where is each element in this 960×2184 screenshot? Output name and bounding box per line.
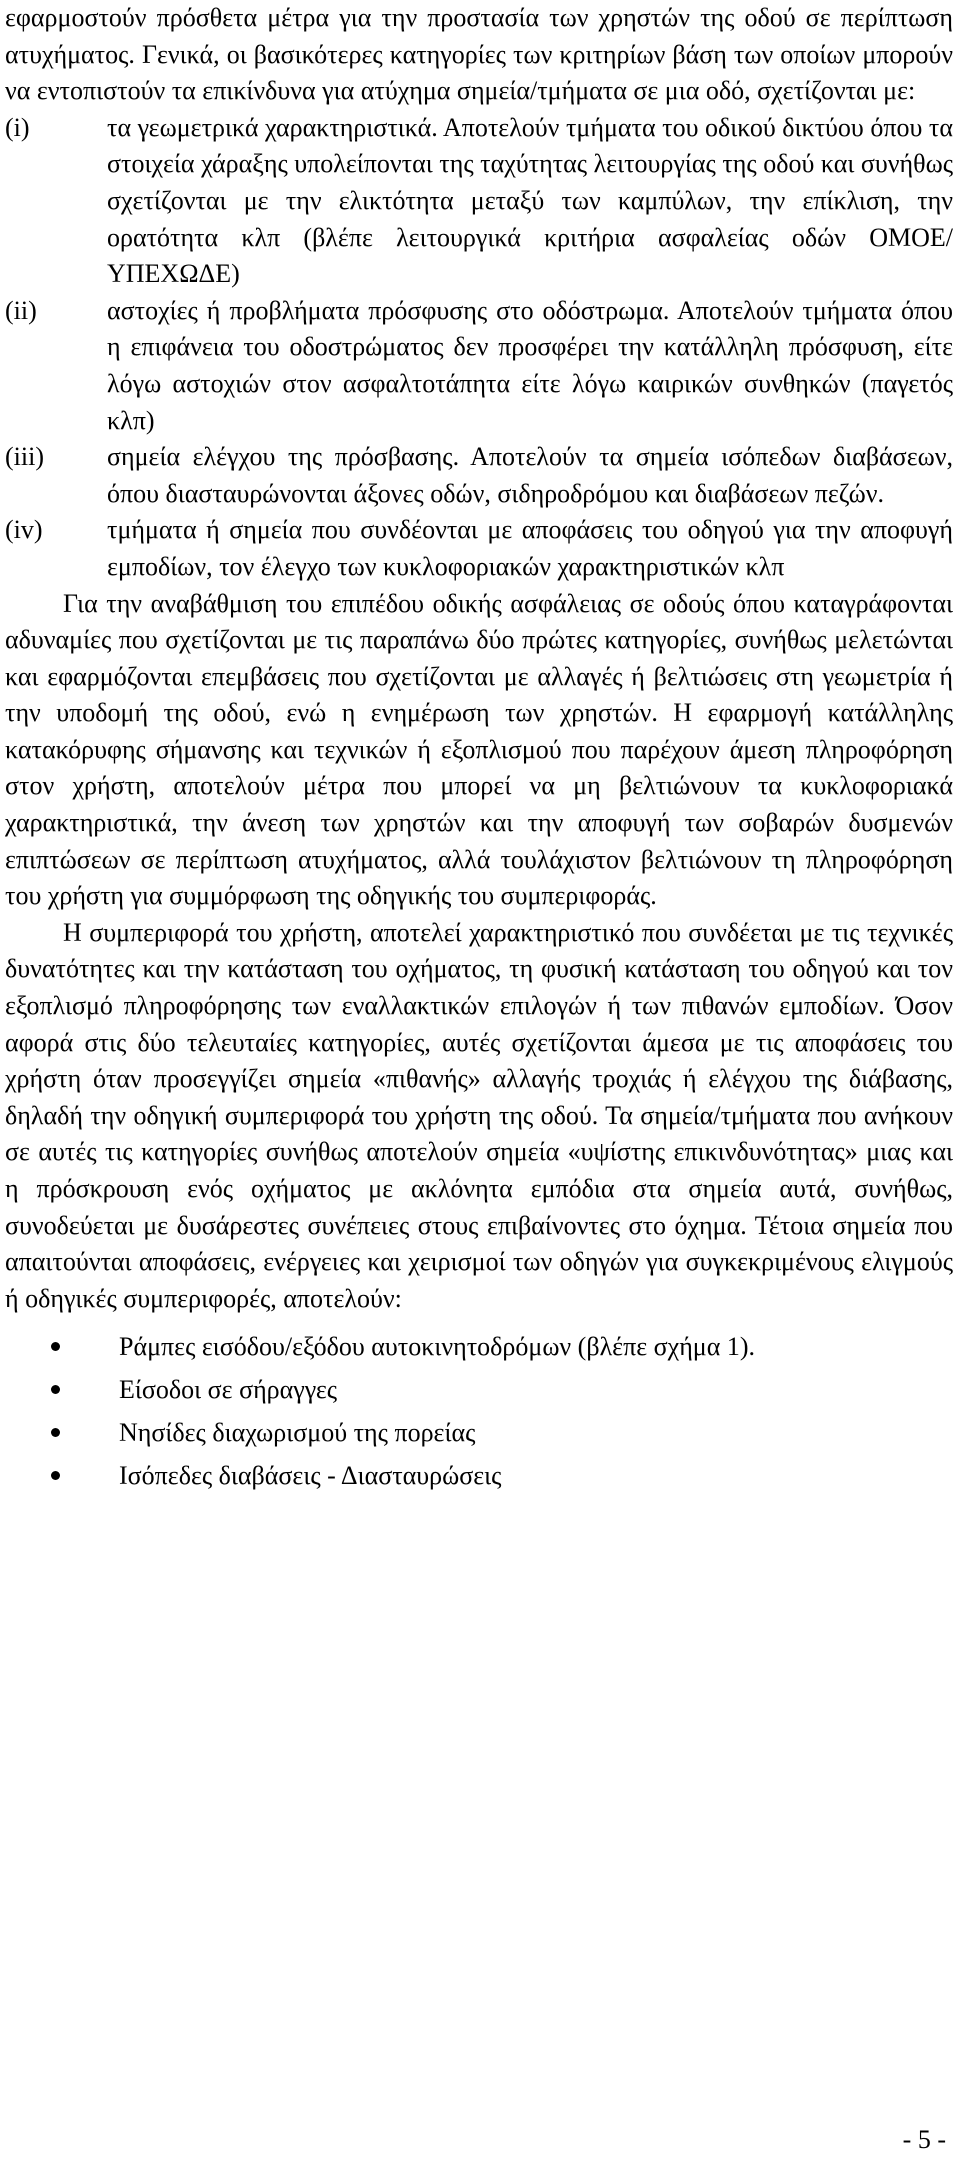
criteria-text: τμήματα ή σημεία που συνδέονται με αποφάσεις του οδηγού για την αποφυγή εμποδίων, τον έλεγχο των κυκλοφοριακών χαρακτηριστικών κλπ (107, 515, 953, 581)
criteria-number: (iii) (5, 442, 44, 472)
body-paragraph-1: Για την αναβάθμιση του επιπέδου οδικής ασφάλειας σε οδούς όπου καταγράφονται αδυναμίες που σχετίζονται με τις παραπάνω δύο πρώτες κατηγορίες, συνήθως μελετώνται και εφαρμόζονται επεμβάσεις που σχετίζονται με αλλαγές ή βελτιώσεις στη γεωμετρία ή την υποδομή της οδού, ενώ η ενημέρωση των χρηστών. Η εφαρμογή κατάλληλης κατακόρυφης σήμανσης και τεχνικών ή εξοπλισμού που παρέχουν άμεση πληροφόρηση στον χρήστη, αποτελούν μέτρα που μπορεί να μη βελτιώνουν τα κυκλοφοριακά χαρακτηριστικά, την άνεση των χρηστών και την αποφυγή των σοβαρών δυσμενών επιπτώσεων σε περίπτωση ατυχήματος, αλλά τουλάχιστον βελτιώνουν τη πληροφόρηση του χρήστη για συμμόρφωση της οδηγικής του συμπεριφοράς. (5, 588, 953, 911)
bullet-text: Ισόπεδες διαβάσεις - Διασταυρώσεις (119, 1461, 502, 1491)
criteria-text: αστοχίες ή προβλήματα πρόσφυσης στο οδόστρωμα. Αποτελούν τμήματα όπου η επιφάνεια του οδοστρώματος δεν προσφέρει την κατάλληλη πρόσφυση, είτε λόγω αστοχιών στον ασφαλτοτάπητα είτε λόγω καιρικών συνθηκών (παγετός κλπ) (107, 295, 953, 435)
bullet-text: Ράμπες εισόδου/εξόδου αυτοκινητοδρόμων (βλέπε σχήμα 1). (119, 1332, 756, 1362)
criteria-text: τα γεωμετρικά χαρακτηριστικά. Αποτελούν τμήματα του οδικού δικτύου όπου τα στοιχεία χάραξης υπολείπονται της ταχύτητας λειτουργίας της οδού και συνήθως σχετίζονται με την ελικτότητα μεταξύ των καμπύλων, την επίκλιση, την ορατότητα κλπ (βλέπε λειτουργικά κριτήρια ασφαλείας οδών ΟΜΟΕ/ΥΠΕΧΩΔΕ) (107, 112, 953, 289)
intro-paragraph: εφαρμοστούν πρόσθετα μέτρα για την προστασία των χρηστών της οδού σε περίπτωση ατυχήματος. Γενικά, οι βασικότερες κατηγορίες των κριτηρίων βάση των οποίων μπορούν να εντοπιστούν τα επικίνδυνα για ατύχημα σημεία/τμήματα σε μια οδό, σχετίζονται με: (5, 3, 953, 106)
bullet-text: Νησίδες διαχωρισμού της πορείας (119, 1418, 476, 1448)
bullet-dot-icon (51, 1471, 60, 1480)
criteria-number: (ii) (5, 295, 37, 325)
criteria-item-i (5, 110, 953, 293)
page-number: - 5 - (902, 2125, 946, 2154)
bullet-dot-icon (51, 1342, 60, 1351)
bullet-item (5, 1329, 953, 1364)
bullet-dot-icon (51, 1385, 60, 1394)
bullet-item (5, 1415, 953, 1450)
criteria-item-ii (5, 293, 953, 439)
bullet-list (5, 1317, 953, 1493)
bullet-item (5, 1372, 953, 1407)
page-body (5, 0, 953, 1501)
criteria-item-iii (5, 439, 953, 512)
criteria-text: σημεία ελέγχου της πρόσβασης. Αποτελούν τα σημεία ισόπεδων διαβάσεων, όπου διασταυρώνονται άξονες οδών, σιδηροδρόμου και διαβάσεων πεζών. (107, 442, 953, 508)
criteria-number: (i) (5, 112, 30, 142)
criteria-item-iv (5, 512, 953, 585)
bullet-dot-icon (51, 1428, 60, 1437)
criteria-list (5, 110, 953, 586)
bullet-item (5, 1458, 953, 1493)
criteria-number: (iv) (5, 515, 43, 545)
bullet-text: Είσοδοι σε σήραγγες (119, 1375, 338, 1405)
body-paragraph-2: Η συμπεριφορά του χρήστη, αποτελεί χαρακτηριστικό που συνδέεται με τις τεχνικές δυνατότητες και την κατάσταση του οχήματος, τη φυσική κατάσταση του οδηγού και τον εξοπλισμό πληροφόρησης των εναλλακτικών επιλογών ή των πιθανών εμποδίων. Όσον αφορά στις δύο τελευταίες κατηγορίες, αυτές σχετίζονται άμεσα με τις αποφάσεις του χρήστη όταν προσεγγίζει σημεία «πιθανής» αλλαγής τροχιάς ή ελέγχου της διάβασης, δηλαδή την οδηγική συμπεριφορά του χρήστη της οδού. Τα σημεία/τμήματα που ανήκουν σε αυτές τις κατηγορίες συνήθως αποτελούν σημεία «υψίστης επικινδυνότητας» μιας και η πρόσκρουση ενός οχήματος με ακλόνητα εμπόδια στα σημεία αυτά, συνήθως, συνοδεύεται με δυσάρεστες συνέπειες στους επιβαίνοντες στο όχημα. Τέτοια σημεία που απαιτούνται αποφάσεις, ενέργειες και χειρισμοί των οδηγών για συγκεκριμένους ελιγμούς ή οδηγικές συμπεριφορές, αποτελούν: (5, 917, 953, 1313)
